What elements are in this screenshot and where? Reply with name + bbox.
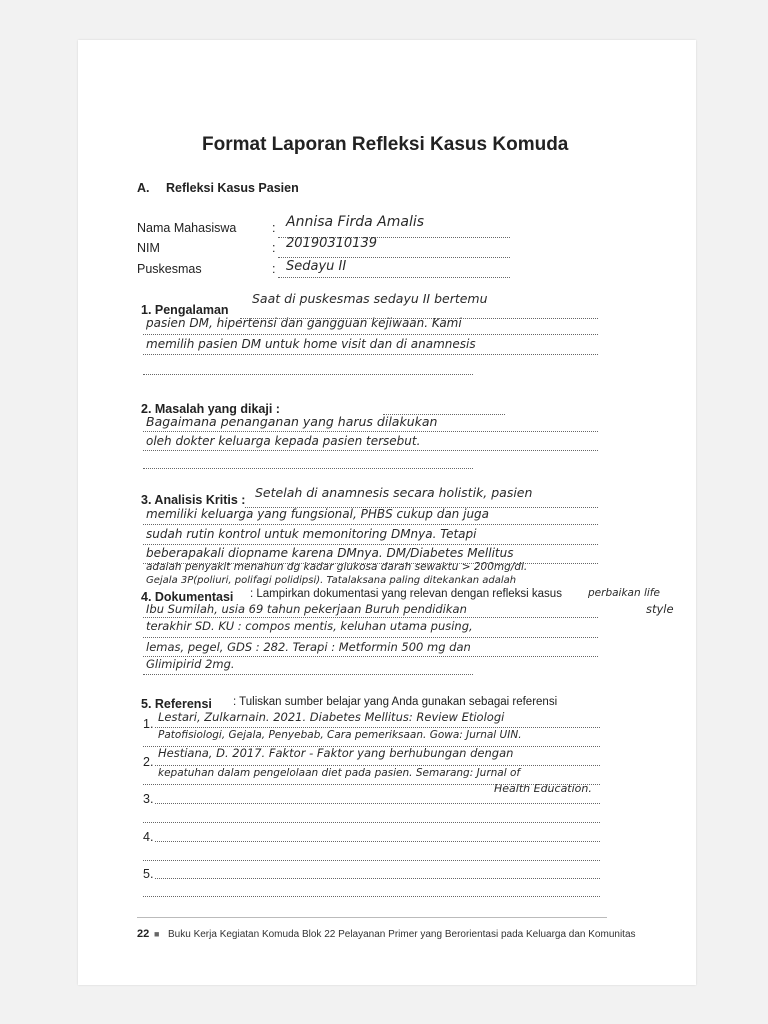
ref-line: Patofisiologi, Gejala, Penyebab, Cara pemeriksaan. Gowa: Jurnal UIN. — [158, 729, 522, 741]
line — [143, 431, 598, 432]
referensi-desc: : Tuliskan sumber belajar yang Anda gunakan sebagai referensi — [233, 696, 558, 708]
line — [240, 318, 598, 319]
ref-number: 4. — [143, 830, 154, 844]
dokumentasi-line: lemas, pegel, GDS : 282. Terapi : Metformin 500 mg dan — [146, 640, 471, 654]
line — [155, 803, 600, 804]
line — [155, 765, 600, 766]
line — [245, 507, 598, 508]
line — [143, 524, 598, 525]
ref-line: kepatuhan dalam pengelolaan diet pada pasien. Semarang: Jurnal of — [158, 767, 521, 779]
line — [143, 563, 598, 564]
line — [155, 841, 600, 842]
analisis-line: adalah penyakit menahun dg kadar glukosa darah sewaktu > 200mg/dl. — [146, 561, 528, 573]
line — [143, 896, 600, 897]
pengalaman-line: pasien DM, hipertensi dan gangguan kejiwaan. Kami — [146, 316, 462, 330]
pengalaman-line: Saat di puskesmas sedayu II bertemu — [252, 291, 488, 306]
line — [143, 544, 598, 545]
puskesmas-line — [278, 277, 510, 278]
nim-label: NIM — [137, 241, 160, 255]
analisis-line: Setelah di anamnesis secara holistik, pasien — [255, 485, 533, 500]
analisis-line: sudah rutin kontrol untuk memonitoring DMnya. Tetapi — [146, 527, 477, 541]
colon: : — [272, 221, 276, 235]
pengalaman-heading: 1. Pengalaman — [141, 303, 229, 317]
ref-line: Lestari, Zulkarnain. 2021. Diabetes Mellitus: Review Etiologi — [158, 710, 505, 724]
analisis-line: memiliki keluarga yang fungsional, PHBS cukup dan juga — [146, 507, 490, 521]
masalah-line: Bagaimana penanganan yang harus dilakukan — [146, 414, 438, 429]
name-value: Annisa Firda Amalis — [286, 214, 425, 230]
puskesmas-label: Puskesmas — [137, 262, 202, 276]
name-label: Nama Mahasiswa — [137, 221, 237, 235]
footer-rule — [137, 917, 607, 918]
colon: : — [272, 241, 276, 255]
dokumentasi-line: Glimipirid 2mg. — [146, 657, 235, 671]
nim-line — [278, 257, 510, 258]
page-number: 22 — [137, 928, 150, 940]
line — [143, 354, 598, 355]
analisis-line: Gejala 3P(poliuri, polifagi polidipsi). Tatalaksana paling ditekankan adalah — [146, 575, 517, 586]
line — [143, 374, 473, 375]
section-title: Refleksi Kasus Pasien — [166, 181, 299, 195]
puskesmas-value: Sedayu II — [286, 259, 347, 274]
ref-line: Hestiana, D. 2017. Faktor - Faktor yang berhubungan dengan — [158, 746, 514, 760]
nim-value: 20190310139 — [286, 236, 377, 251]
footer-bullet-icon: ■ — [154, 929, 160, 939]
dokumentasi-line: Ibu Sumilah, usia 69 tahun pekerjaan Buruh pendidikan — [146, 602, 467, 616]
line — [143, 468, 473, 469]
ref-number: 1. — [143, 717, 154, 731]
section-number: A. — [137, 181, 150, 195]
colon: : — [272, 262, 276, 276]
line — [143, 784, 600, 785]
line — [155, 727, 600, 728]
line — [383, 414, 505, 415]
footer-text: Buku Kerja Kegiatan Komuda Blok 22 Pelayanan Primer yang Berorientasi pada Keluarga dan Komunitas — [168, 929, 636, 940]
line — [143, 656, 598, 657]
masalah-heading: 2. Masalah yang dikaji : — [141, 402, 280, 416]
line — [143, 822, 600, 823]
dokumentasi-tail: perbaikan life — [588, 587, 660, 599]
line — [155, 878, 600, 879]
analisis-heading: 3. Analisis Kritis : — [141, 493, 246, 507]
ref-number: 5. — [143, 867, 154, 881]
masalah-line: oleh dokter keluarga kepada pasien tersebut. — [146, 434, 421, 448]
ref-line: Health Education. — [494, 782, 592, 795]
dokumentasi-heading: 4. Dokumentasi — [141, 590, 234, 604]
dokumentasi-line: terakhir SD. KU : compos mentis, keluhan utama pusing, — [146, 619, 473, 633]
ref-number: 3. — [143, 792, 154, 806]
ref-number: 2. — [143, 755, 154, 769]
line — [143, 746, 600, 747]
referensi-heading: 5. Referensi — [141, 697, 212, 711]
pengalaman-line: memilih pasien DM untuk home visit dan di anamnesis — [146, 337, 476, 351]
dokumentasi-style: style — [646, 602, 674, 616]
dokumentasi-desc: : Lampirkan dokumentasi yang relevan dengan refleksi kasus — [250, 588, 562, 600]
line — [143, 617, 598, 618]
line — [143, 860, 600, 861]
line — [143, 450, 598, 451]
line — [143, 334, 598, 335]
line — [143, 637, 598, 638]
page-title: Format Laporan Refleksi Kasus Komuda — [202, 134, 569, 155]
line — [143, 674, 473, 675]
analisis-line: beberapakali diopname karena DMnya. DM/Diabetes Mellitus — [146, 546, 514, 560]
